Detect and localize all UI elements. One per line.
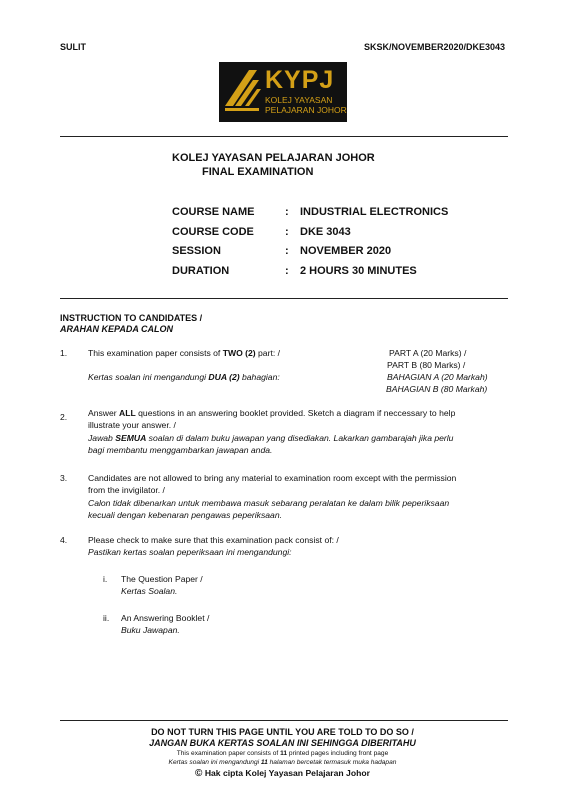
college-title: KOLEJ YAYASAN PELAJARAN JOHOR: [172, 152, 375, 164]
header-left: SULIT: [60, 42, 86, 52]
info-value: DKE 3043: [300, 226, 351, 238]
bahagian-b: BAHAGIAN B (80 Markah): [386, 384, 488, 394]
sub-item-number: ii.: [103, 613, 110, 623]
sub-item-ms: Buku Jawapan.: [121, 625, 180, 635]
info-value: NOVEMBER 2020: [300, 245, 392, 257]
item-number: 2.: [60, 412, 68, 422]
sub-item-en: An Answering Booklet /: [121, 613, 210, 623]
copyright: © Hak cipta Kolej Yayasan Pelajaran Johor: [195, 768, 370, 779]
item3-en-line2: from the invigilator. /: [88, 485, 165, 495]
warning-text: DO NOT TURN THIS PAGE UNTIL YOU ARE TOLD TO DO SO /: [151, 727, 414, 737]
page-count: This examination paper consists of 11 printed pages including front page: [176, 750, 389, 757]
info-sep: :: [285, 245, 289, 257]
item-number: 1.: [60, 348, 68, 358]
divider: [60, 720, 508, 721]
part-b: PART B (80 Marks) /: [387, 360, 466, 370]
exam-title: FINAL EXAMINATION: [202, 166, 314, 178]
info-sep: :: [285, 226, 289, 238]
logo-line1: KOLEJ YAYASAN: [265, 95, 333, 105]
item-number: 3.: [60, 473, 68, 483]
item2-en-line2: illustrate your answer. /: [88, 420, 176, 430]
sub-item-ms: Kertas Soalan.: [121, 586, 178, 596]
info-value: 2 HOURS 30 MINUTES: [300, 265, 417, 277]
info-label: COURSE NAME: [172, 206, 255, 218]
item3-ms-line1: Calon tidak dibenarkan untuk membawa masuk sebarang peralatan ke dalam bilik peperiksaan: [88, 498, 450, 508]
item4-en-line1: Please check to make sure that this examination pack consist of: /: [88, 535, 339, 545]
divider: [60, 136, 508, 137]
info-label: SESSION: [172, 245, 221, 257]
divider: [60, 298, 508, 299]
item4-ms-line1: Pastikan kertas soalan peperiksaan ini mengandungi:: [88, 547, 292, 557]
header-right: SKSK/NOVEMBER2020/DKE3043: [363, 42, 505, 52]
logo-line2: PELAJARAN JOHOR: [265, 105, 347, 115]
item2-ms-line2: bagi membantu menggambarkan jawapan anda.: [88, 445, 273, 455]
info-value: INDUSTRIAL ELECTRONICS: [300, 206, 449, 218]
logo-name: KYPJ: [265, 66, 335, 94]
item3-en-line1: Candidates are not allowed to bring any material to examination room except with the permission: [88, 473, 457, 483]
item-number: 4.: [60, 535, 68, 545]
info-sep: :: [285, 206, 289, 218]
info-label: DURATION: [172, 265, 230, 277]
kypj-logo: [219, 62, 347, 122]
sub-item-en: The Question Paper /: [121, 574, 203, 584]
page-count-ms: Kertas soalan ini mengandungi 11 halaman bercetak termasuk muka hadapan: [168, 759, 397, 766]
bahagian-a: BAHAGIAN A (20 Markah): [387, 372, 488, 382]
item2-en-line1: Answer ALL questions in an answering booklet provided. Sketch a diagram if neccessary to help: [88, 408, 456, 418]
item3-ms-line2: kecuali dengan kebenaran pengawas peperiksaan.: [88, 510, 282, 520]
instruction-heading: INSTRUCTION TO CANDIDATES /: [60, 313, 203, 323]
item1-en: This examination paper consists of TWO (2) part: /: [88, 348, 280, 358]
item2-ms-line1: Jawab SEMUA soalan di dalam buku jawapan yang disediakan. Lakarkan gambarajah jika perlu: [88, 433, 454, 443]
part-a: PART A (20 Marks) /: [389, 348, 467, 358]
warning-text-ms: JANGAN BUKA KERTAS SOALAN INI SEHINGGA DIBERITAHU: [149, 738, 416, 748]
info-sep: :: [285, 265, 289, 277]
info-label: COURSE CODE: [172, 226, 254, 238]
instruction-heading-ms: ARAHAN KEPADA CALON: [60, 324, 173, 334]
item1-ms: Kertas soalan ini mengandungi DUA (2) bahagian:: [88, 372, 280, 382]
copyright-icon: ©: [195, 768, 203, 779]
sub-item-number: i.: [103, 574, 108, 584]
